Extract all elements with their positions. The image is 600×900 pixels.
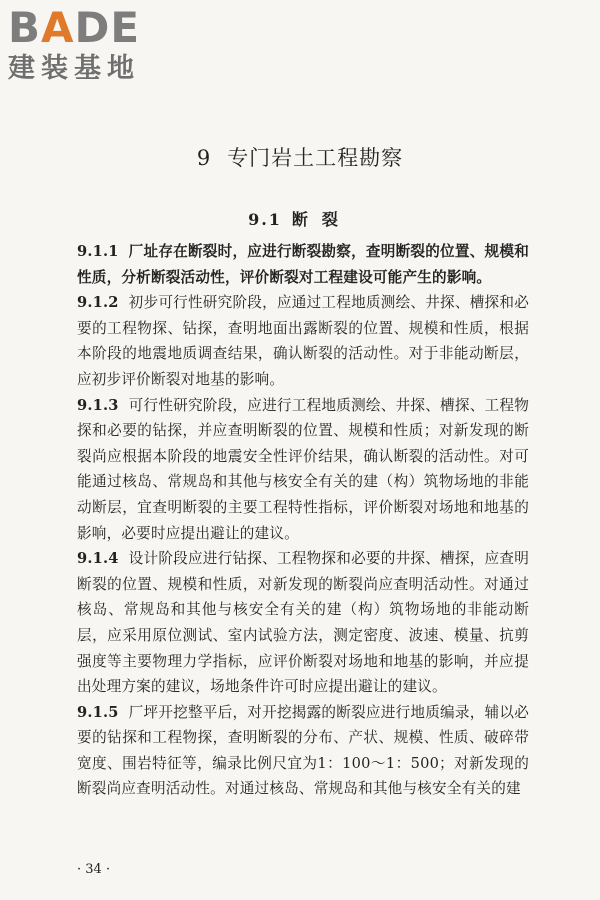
clause-id: 9.1.5 [77, 703, 119, 721]
clause-9-1-1 [77, 239, 529, 290]
section-title: 断裂 [291, 210, 352, 229]
clause-id: 9.1.4 [77, 550, 119, 568]
clause-9-1-5 [77, 700, 529, 802]
section-heading [0, 207, 600, 230]
logo-letter-b: B [8, 3, 42, 52]
clause-9-1-3 [77, 393, 529, 547]
body-text [77, 239, 529, 802]
clause-id: 9.1.2 [77, 294, 119, 312]
clause-id: 9.1.1 [77, 243, 119, 260]
clause-text: 初步可行性研究阶段，应通过工程地质测绘、井探、槽探和必要的工程物探、钻探，查明地面出露断裂的位置、规模和性质，根据本阶段的地震地质调查结果，确认断裂的活动性。对于非能动断层，应初步评价断裂对地基的影响。 [77, 294, 529, 388]
logo-letters-de: DE [74, 3, 141, 52]
logo-subtitle: 建装基地 [8, 53, 140, 84]
section-number: 9.1 [248, 210, 282, 229]
clause-text: 设计阶段应进行钻探、工程物探和必要的井探、槽探，应查明断裂的位置、规模和性质，对新发现的断裂尚应查明活动性。对通过核岛、常规岛和其他与核安全有关的建（构）筑物场地的非能动断层，应采用原位测试、室内试验方法，测定密度、波速、模量、抗剪强度等主要物理力学指标，应评价断裂对场地和地基的影响，并应提出处理方案的建议，场地条件许可时应提出避让的建议。 [77, 550, 529, 696]
chapter-number: 9 [196, 146, 212, 170]
clause-text: 可行性研究阶段，应进行工程地质测绘、井探、槽探、工程物探和必要的钻探，并应查明断裂的位置、规模和性质；对新发现的断裂尚应根据本阶段的地震安全性评价结果，确认断裂的活动性。对可能通过核岛、常规岛和其他与核安全有关的建（构）筑物场地的非能动断层，宜查明断裂的主要工程特性指标，评价断裂对场地和地基的影响，必要时应提出避让的建议。 [77, 396, 529, 542]
chapter-title: 专门岩土工程勘察 [227, 146, 404, 170]
chapter-heading [0, 142, 600, 172]
clause-id: 9.1.3 [77, 396, 119, 414]
clause-9-1-2 [77, 290, 529, 392]
logo-mark [8, 3, 178, 52]
bade-logo [8, 3, 178, 86]
clause-9-1-4 [77, 546, 529, 700]
page-number: · 34 · [77, 862, 111, 877]
clause-text: 厂坪开挖整平后，对开挖揭露的断裂应进行地质编录，辅以必要的钻探和工程物探，查明断裂的分布、产状、规模、性质、破碎带宽度、围岩特征等，编录比例尺宜为1：100～1：500；对新发现的断裂尚应查明活动性。对通过核岛、常规岛和其他与核安全有关的建 [77, 703, 529, 798]
clause-text: 厂址存在断裂时，应进行断裂勘察，查明断裂的位置、规模和性质，分析断裂活动性，评价断裂对工程建设可能产生的影响。 [77, 243, 529, 286]
logo-letter-a: A [41, 3, 75, 52]
